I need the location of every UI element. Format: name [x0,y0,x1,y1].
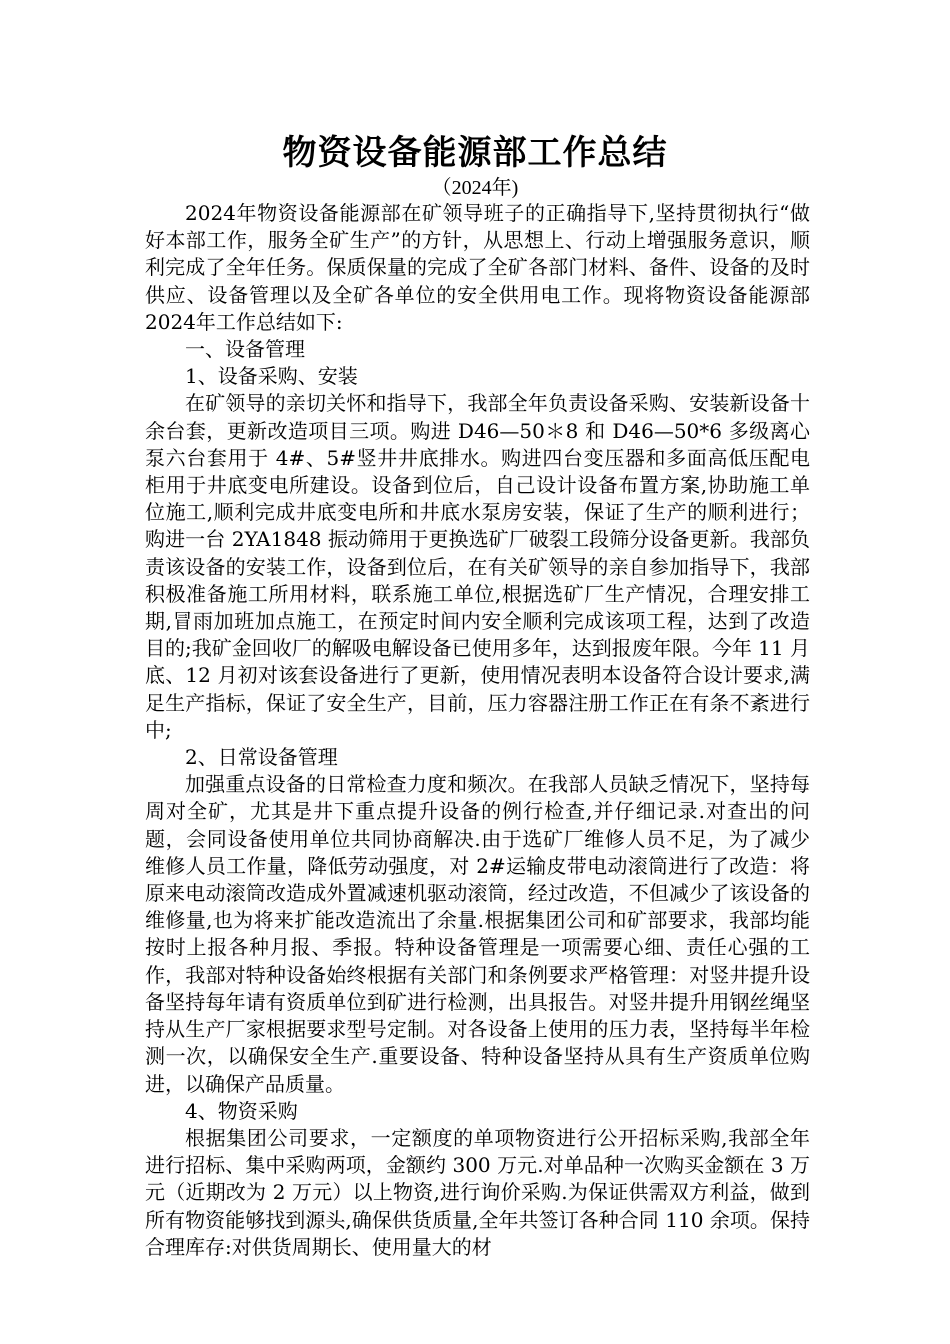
document-body [145,200,810,1261]
document-subtitle: （2024年) [431,177,519,199]
material-purchase-paragraph: 根据集团公司要求，一定额度的单项物资进行公开招标采购,我部全年进行招标、集中采购两项，金额约 300 万元.对单品种一次购买金额在 3 万元（近期改为 2 万元）以上物资,进行询价采购.为保证供需双方利益，做到所有物资能够找到源头,确保供货质量,全年共签订各种合同 110 余项。保持合理库存:对供货周期长、使用量大的材 [145,1125,810,1259]
section-heading-equipment: 一、设备管理 [185,337,305,362]
subsection-heading-material-purchase: 4、物资采购 [185,1098,298,1123]
procurement-install-paragraph: 在矿领导的亲切关怀和指导下，我部全年负责设备采购、安装新设备十余台套，更新改造项目三项。购进 D46—50＊8 和 D46—50*6 多级离心泵六台套用于 4#、5#竖井井底排水。购进四台变压器和多面高低压配电柜用于井底变电所建设。设备到位后，自己设计设备布置方案,协助施工单位施工,顺利完成井底变电所和井底水泵房安装，保证了生产的顺利进行；购进一台 2YA1848 振动筛用于更换选矿厂破裂工段筛分设备更新。我部负责该设备的安装工作，设备到位后，在有关矿领导的亲自参加指导下，我部积极准备施工所用材料，联系施工单位,根据选矿厂生产情况，合理安排工期,冒雨加班加点施工，在预定时间内安全顺利完成该项工程，达到了改造目的;我矿金回收厂的解吸电解设备已使用多年，达到报废年限。今年 11 月底、12 月初对该套设备进行了更新，使用情况表明本设备符合设计要求,满足生产指标，保证了安全生产，目前，压力容器注册工作正在有条不紊进行中; [145,391,810,742]
document-title: 物资设备能源部工作总结 [282,133,668,173]
daily-management-paragraph: 加强重点设备的日常检查力度和频次。在我部人员缺乏情况下，坚持每周对全矿，尤其是井下重点提升设备的例行检查,并仔细记录.对查出的问题，会同设备使用单位共同协商解决.由于选矿厂维修人员不足，为了减少维修人员工作量，降低劳动强度，对 2#运输皮带电动滚筒进行了改造：将原来电动滚筒改造成外置减速机驱动滚筒，经过改造，不但减少了该设备的维修量,也为将来扩能改造流出了余量.根据集团公司和矿部要求，我部均能按时上报各种月报、季报。特种设备管理是一项需要心细、责任心强的工作，我部对特种设备始终根据有关部门和条例要求严格管理：对竖井提升设备坚持每年请有资质单位到矿进行检测，出具报告。对竖井提升用钢丝绳坚持从生产厂家根据要求型号定制。对各设备上使用的压力表，坚持每半年检测一次，以确保安全生产.重要设备、特种设备坚持从具有生产资质单位购进，以确保产品质量。 [145,772,810,1096]
intro-paragraph: 2024年物资设备能源部在矿领导班子的正确指导下,坚持贯彻执行“做好本部工作，服务全矿生产”的方针，从思想上、行动上增强服务意识，顺利完成了全年任务。保质保量的完成了全矿各部门材料、备件、设备的及时供应、设备管理以及全矿各单位的安全供用电工作。现将物资设备能源部2024年工作总结如下: [145,201,810,334]
subsection-heading-procurement-install: 1、设备采购、安装 [185,364,358,389]
subsection-heading-daily-management: 2、日常设备管理 [185,745,338,770]
